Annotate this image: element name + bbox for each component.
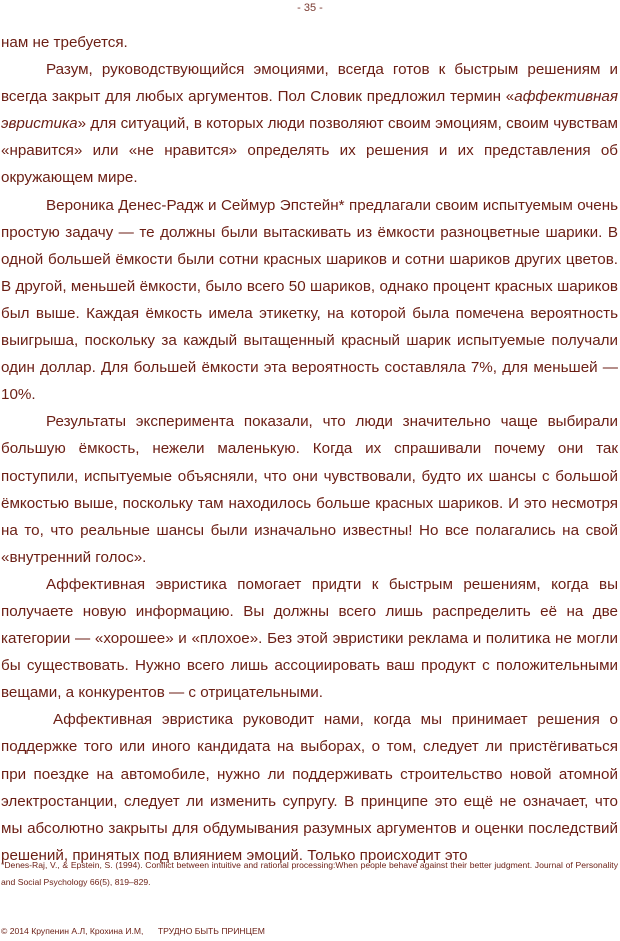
page-number: - 35 - xyxy=(297,2,323,14)
paragraph-5: Аффективная эвристика руководит нами, когда мы принимает решения о поддержке того или иного кандидата на выборах, о том, следует ли пристёгиваться при поездке на автомобиле, нужно ли поддерживать строительство новой атомной электростанции, следует ли изменить супругу. В принципе это ещё не означает, что мы абсолютно закрыты для обдумывания разумных аргументов и оценки последствий решений, принятых под влиянием эмоций. Только происходит это xyxy=(1,711,618,864)
term-affective-heuristic: аффективная эвристика xyxy=(1,88,618,133)
paragraph-1-part-a: Разум, руководствующийся эмоциями, всегда готов к быстрым решениям и всегда закрыт для любых аргументов. Пол Словик предложил термин « xyxy=(1,61,618,106)
paragraph-1-part-b: » для ситуаций, в которых люди позволяют своим эмоциям, своим чувствам «нравится» или «не нравится» определять их решения и их представления об окружающем мире. xyxy=(1,115,618,187)
main-text xyxy=(1,29,618,869)
paragraph-4: Аффективная эвристика помогает придти к быстрым решениям, когда вы получаете новую информацию. Вы должны всего лишь распределить её на две категории — «хорошее» и «плохое». Без этой эвристики реклама и политика не могли бы существовать. Нужно всего лишь ассоциировать ваш продукт с положительными вещами, а конкурентов — с отрицательными. xyxy=(1,575,618,702)
footnote: *Denes-Raj, V., & Epstein, S. (1994). Conflict between intuitive and rational processing:When people behave against their better judgment. Journal of Personality and Social Psychology 66(5), 819–829. xyxy=(1,860,618,887)
page-footer xyxy=(1,926,269,936)
footer-copyright: © 2014 Крупенин А.Л, Крохина И.М, xyxy=(1,926,144,936)
paragraph-3: Результаты эксперимента показали, что люди значительно чаще выбирали большую ёмкость, нежели маленькую. Когда их спрашивали почему они так поступили, испытуемые объясняли, что они чувствовали, будто их шансы с большой ёмкостью выше, поскольку там находилось больше красных шариков. И это несмотря на то, что реальные шансы были изначально известны! Но все полагались на свой «внутренний голос». xyxy=(1,413,618,566)
paragraph-2: Вероника Денес-Радж и Сеймур Эпстейн* предлагали своим испытуемым очень простую задачу — те должны были вытаскивать из ёмкости разноцветные шарики. В одной большей ёмкости были сотни красных шариков и сотни шариков других цветов. В другой, меньшей ёмкости, было всего 50 шариков, однако процент красных шариков был выше. Каждая ёмкость имела этикетку, на которой была помечена вероятность выигрыша, поскольку за каждый вытащенный красный шарик испытуемые получали один доллар. Для большей ёмкости эта вероятность составляла 7%, для меньшей — 10%. xyxy=(1,196,618,404)
paragraph-1 xyxy=(1,56,618,191)
paragraph-0: нам не требуется. xyxy=(1,34,128,51)
footer-book-title: ТРУДНО БЫТЬ ПРИНЦЕМ xyxy=(157,926,265,936)
